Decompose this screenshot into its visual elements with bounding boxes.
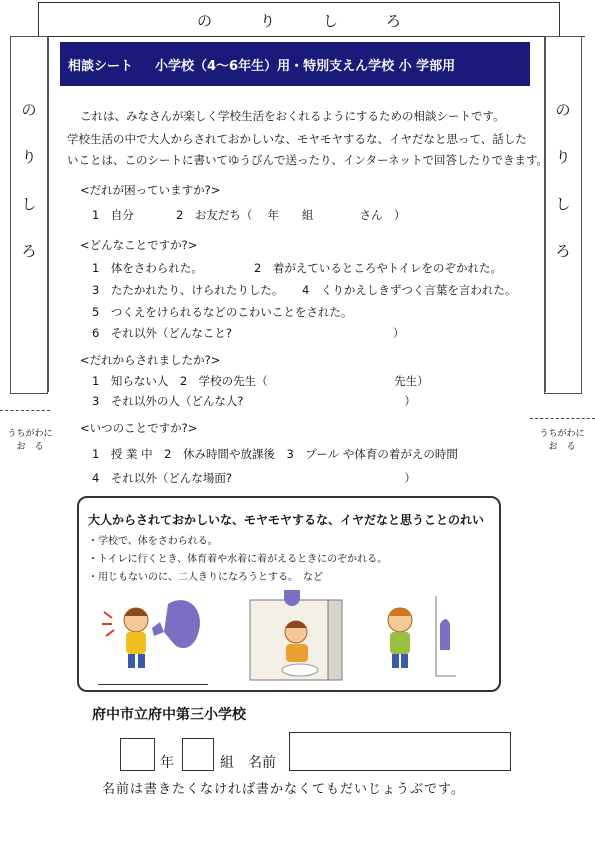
cutline-char: の: [196, 11, 212, 30]
illustration-touching: [98, 592, 210, 674]
answer-option[interactable]: 3 たたかれたり、けられたりした。: [92, 283, 284, 297]
name-optional-note: 名前は書きたくなければ書かなくてもだいじょうぶです。: [102, 782, 465, 797]
name-label: 名前: [248, 755, 276, 771]
answer-option[interactable]: 1 知らない人 2 学校の先生（ 先生）: [92, 374, 429, 388]
name-input[interactable]: [289, 732, 511, 771]
question-heading: <だれからされましたか?>: [80, 353, 221, 367]
answer-option[interactable]: 4 それ以外（どんな場面? ）: [92, 471, 416, 485]
fold-label-left: うちがわに お る: [7, 429, 53, 452]
example-item: ・用じもないのに、二人きりになろうとする。 など: [88, 572, 323, 583]
glue-char: ろ: [555, 242, 571, 260]
glue-char: り: [555, 148, 571, 166]
answer-option[interactable]: 4 くりかえしきずつく言葉を言われた。: [302, 283, 517, 297]
answer-option[interactable]: 5 つくえをけられるなどのこわいことをされた。: [92, 305, 353, 319]
school-underline: [98, 684, 208, 685]
right-glue-tab: [544, 36, 582, 394]
answer-option[interactable]: 2 お友だち（ 年 組 さん ）: [176, 208, 406, 222]
left-glue-tab: [10, 36, 48, 394]
answer-option[interactable]: 2 着がえているところやトイレをのぞかれた。: [254, 261, 503, 275]
sheet-title-bar: [60, 42, 530, 86]
fold-line-left: [0, 410, 50, 411]
illustration-toilet: [248, 586, 344, 682]
cutline-char: し: [323, 11, 339, 30]
intro-line: 学校生活の中で大人からされておかしいな、モヤモヤするな、イヤだなと思って、話した: [67, 132, 527, 146]
answer-option[interactable]: 1 体をさわられた。: [92, 261, 203, 275]
fold-label-right: うちがわに お る: [539, 429, 585, 452]
illustration-alone: [366, 594, 458, 678]
sheet-subtitle: 小学校（4〜6年生）用・特別支えん学校 小 学部用: [155, 58, 456, 74]
cutline-char: ろ: [386, 11, 402, 30]
answer-option[interactable]: 1 授 業 中 2 休み時間や放課後 3 プール や体育の着がえの時間: [92, 447, 458, 461]
grade-label: 年: [160, 755, 174, 771]
school-name: 府中市立府中第三小学校: [92, 707, 246, 723]
glue-char: の: [555, 101, 571, 119]
example-title: 大人からされておかしいな、モヤモヤするな、イヤだなと思うことのれい: [88, 513, 485, 527]
question-heading: <どんなことですか?>: [80, 238, 198, 252]
fold-line-right: [530, 418, 595, 419]
cutline-strip: [38, 2, 560, 37]
glue-char: ろ: [21, 242, 37, 260]
answer-option[interactable]: 6 それ以外（どんなこと? ）: [92, 326, 405, 340]
answer-option[interactable]: 1 自分: [92, 208, 134, 222]
question-heading: <だれが困っていますか?>: [80, 183, 221, 197]
intro-line: これは、みなさんが楽しく学校生活をおくれるようにするための相談シートです。: [80, 109, 505, 123]
glue-char: し: [555, 195, 571, 213]
grade-input[interactable]: [120, 738, 155, 771]
class-input[interactable]: [182, 738, 214, 771]
glue-char: り: [21, 148, 37, 166]
glue-char: の: [21, 101, 37, 119]
example-item: ・トイレに行くとき、体育着や水着に着がえるときにのぞかれる。: [88, 554, 388, 565]
example-item: ・学校で、体をさわられる。: [88, 536, 218, 547]
intro-line: いことは、このシートに書いてゆうびんで送ったり、インターネットで回答したりできます。: [67, 153, 549, 167]
class-label: 組: [220, 755, 234, 771]
glue-char: し: [21, 195, 37, 213]
question-heading: <いつのことですか?>: [80, 421, 198, 435]
sheet-title: 相談シート: [68, 58, 134, 74]
answer-option[interactable]: 3 それ以外の人（どんな人? ）: [92, 394, 416, 408]
cutline-char: り: [259, 11, 275, 30]
